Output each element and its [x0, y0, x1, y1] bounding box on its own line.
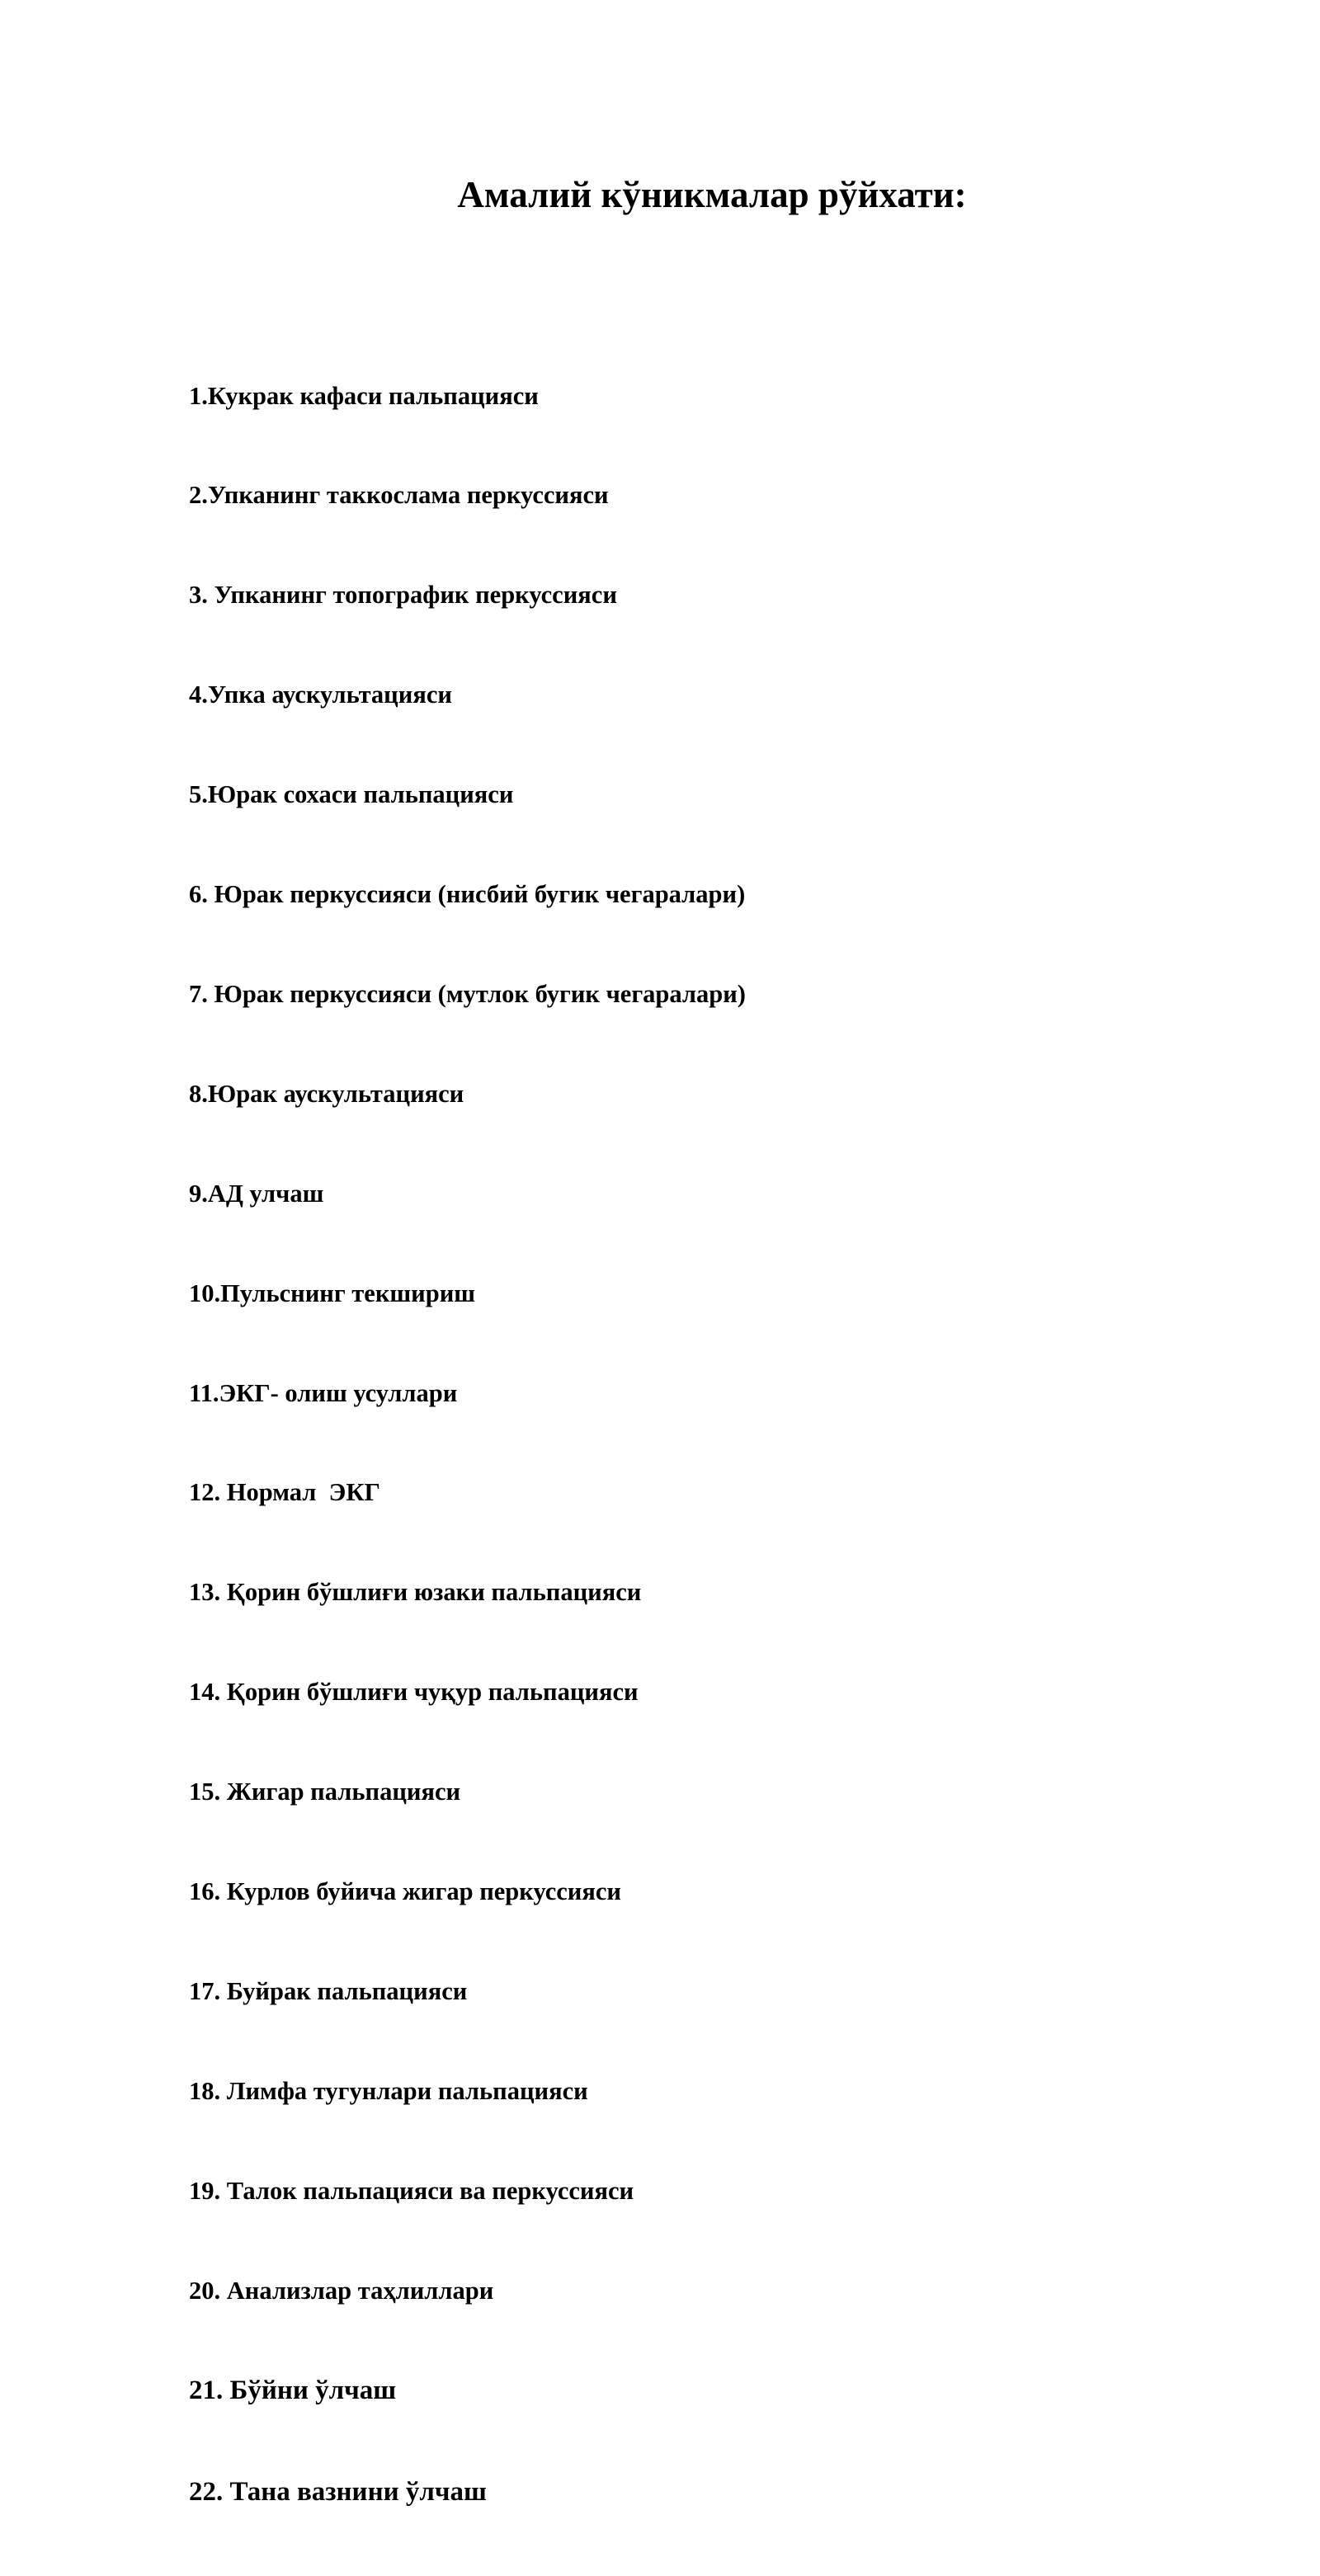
list-item: 2.Упканинг таккослама перкуссияси [189, 481, 609, 510]
list-item: 4.Упка аускультацияси [189, 680, 452, 709]
list-item: 16. Курлов буйича жигар перкуссияси [189, 1877, 621, 1905]
list-item: 9.АД улчаш [189, 1179, 324, 1208]
list-item: 22. Тана вазнини ўлчаш [189, 2477, 487, 2507]
list-item: 6. Юрак перкуссияси (нисбий бугик чегаралари) [189, 880, 746, 909]
list-item: 3. Упканинг топографик перкуссияси [189, 581, 617, 610]
list-item: 13. Қорин бўшлиғи юзаки пальпацияси [189, 1578, 642, 1607]
list-item: 10.Пульснинг текшириш [189, 1279, 476, 1307]
list-item: 5.Юрак сохаси пальпацияси [189, 780, 514, 809]
list-item: 21. Бўйни ўлчаш [189, 2376, 397, 2406]
list-item: 1.Кукрак кафаси пальпацияси [189, 381, 539, 410]
skills-list [189, 313, 746, 2576]
list-item: 11.ЭКГ- олиш усуллари [189, 1378, 458, 1407]
page-title: Амалий кўникмалар рўйхати: [457, 174, 967, 215]
list-item: 15. Жигар пальпацияси [189, 1778, 461, 1806]
list-item: 18. Лимфа тугунлари пальпацияси [189, 2076, 588, 2105]
list-item: 17. Буйрак пальпацияси [189, 1976, 468, 2005]
list-item: 12. Нормал ЭКГ [189, 1478, 380, 1507]
list-item: 14. Қорин бўшлиғи чуқур пальпацияси [189, 1678, 639, 1707]
list-item: 19. Талок пальпацияси ва перкуссияси [189, 2176, 634, 2205]
list-item: 8.Юрак аускультацияси [189, 1079, 464, 1108]
list-item: 7. Юрак перкуссияси (мутлок бугик чегаралари) [189, 979, 746, 1008]
list-item: 20. Анализлар таҳлиллари [189, 2276, 494, 2305]
